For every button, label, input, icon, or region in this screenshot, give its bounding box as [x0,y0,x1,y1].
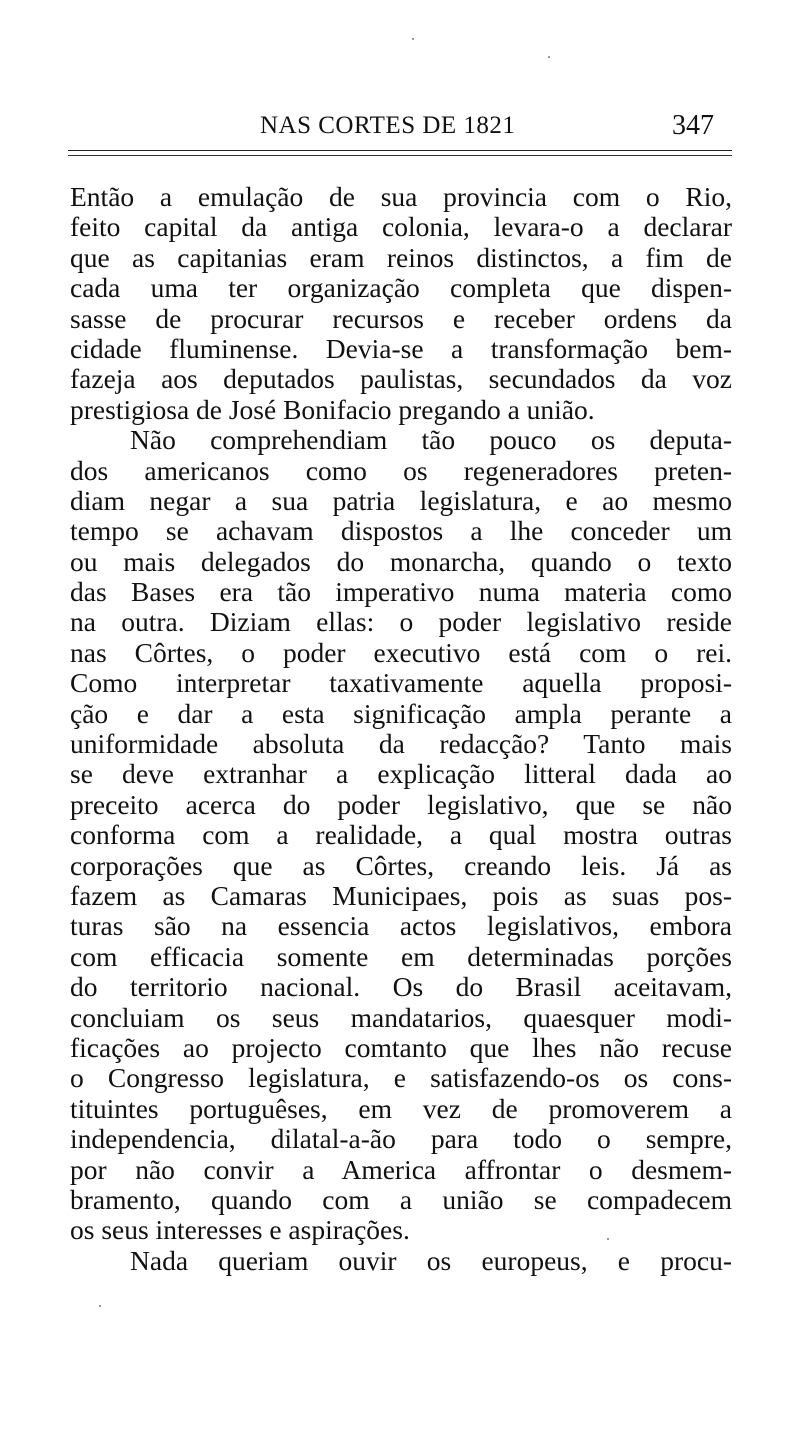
text-line: ficações ao projecto comtanto que lhes não recuse [70,1031,732,1063]
text-line: tituintes portuguêses, em vez de promoverem a [70,1092,732,1124]
print-speck [99,1305,101,1307]
text-line: cada uma ter organização completa que dispen- [70,272,732,304]
text-line: Nada queriam ouvir os europeus, e procu- [130,1244,732,1276]
text-line: uniformidade absoluta da redacção? Tanto mais [70,728,732,760]
text-line: corporações que as Côrtes, creando leis. Já as [70,849,732,881]
body-text [70,182,732,1276]
text-line: Não comprehendiam tão pouco os deputa- [130,424,732,456]
print-speck [412,38,414,40]
text-line: bramento, quando com a união se compadecem [70,1183,732,1215]
print-speck [548,56,550,58]
running-title: NAS CORTES DE 1821 [260,112,516,139]
text-line: turas são na essencia actos legislativos, embora [70,910,732,942]
text-line: fazem as Camaras Municipaes, pois as suas pos- [70,879,732,911]
text-line: nas Côrtes, o poder executivo está com o rei. [70,636,732,668]
text-line: Como interpretar taxativamente aquella proposi- [70,667,732,699]
text-line: com efficacia somente em determinadas porções [70,940,732,972]
text-line: tempo se achavam dispostos a lhe conceder um [70,515,732,547]
text-line: os seus interesses e aspirações. [70,1214,410,1246]
text-line: concluiam os seus mandatarios, quaesquer modi- [70,1001,732,1033]
text-line: prestigiosa de José Bonifacio pregando a união. [70,393,595,425]
running-head [68,112,732,146]
header-rule-thin [68,155,732,156]
text-line: dos americanos como os regeneradores preten- [70,454,732,486]
text-line: que as capitanias eram reinos distinctos, a fim de [70,241,732,273]
text-line: feito capital da antiga colonia, levara-o a declarar [70,211,732,243]
text-line: ção e dar a esta significação ampla perante a [70,697,732,729]
text-line: conforma com a realidade, a qual mostra outras [70,819,732,851]
text-line: diam negar a sua patria legislatura, e ao mesmo [70,484,732,516]
print-speck [607,1238,609,1240]
text-line: das Bases era tão imperativo numa materia como [70,576,732,608]
text-line: do territorio nacional. Os do Brasil aceitavam, [70,971,732,1003]
text-line: se deve extranhar a explicação litteral dada ao [70,758,732,790]
header-rule [68,150,732,151]
text-line: preceito acerca do poder legislativo, que se não [70,788,732,820]
text-line: ou mais delegados do monarcha, quando o texto [70,545,732,577]
page-number: 347 [672,110,714,141]
text-line: o Congresso legislatura, e satisfazendo-os os cons- [70,1062,732,1094]
text-line: sasse de procurar recursos e receber ordens da [70,302,732,334]
text-line: cidade fluminense. Devia-se a transformação bem- [70,332,732,364]
text-line: na outra. Diziam ellas: o poder legislativo reside [70,606,732,638]
text-line: Então a emulação de sua provincia com o Rio, [70,181,732,212]
text-line: por não convir a America affrontar o desmem- [70,1153,732,1185]
text-line: independencia, dilatal-a-ão para todo o sempre, [70,1123,732,1155]
text-line: fazeja aos deputados paulistas, secundados da voz [70,363,732,395]
